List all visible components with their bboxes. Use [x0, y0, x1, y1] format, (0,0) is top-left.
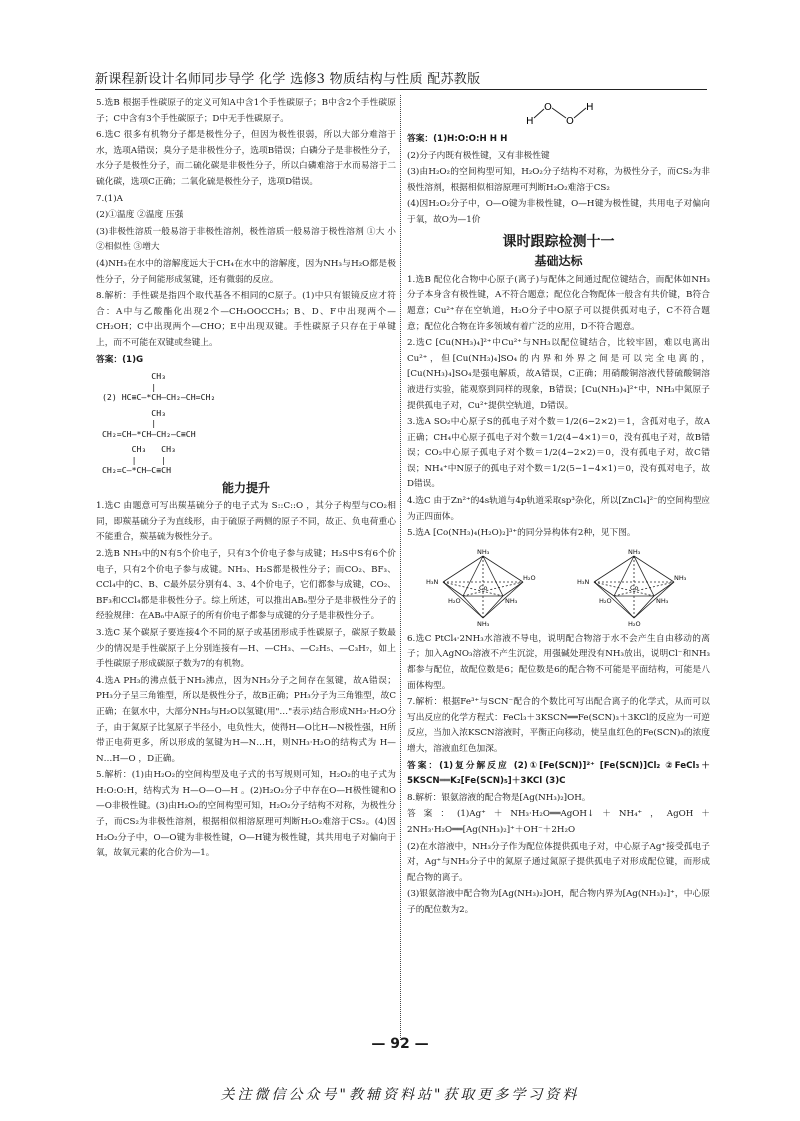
entry-b1: 1.选B 配位化合物中心原子(离子)与配体之间通过配位键结合，而配体如NH₃分子本身含有极性键，A不符合题意；配位化合物配体一般含有共价键，B符合题意；Cu²⁺存在空轨道，H₂O分子中O原子可以提供孤对电子，C不符合题意；配位化合物在许多领域有着广泛的应用，D不符合题意。	[407, 274, 710, 332]
svg-text:H: H	[525, 116, 534, 127]
svg-text:O: O	[543, 102, 552, 113]
entry-l8-analysis: 8.解析：手性碳是指四个取代基各不相同的C原子。(1)中只有银镜反应才符合：A中与乙酸酯化出现2个—CH₂OOCCH₃；B、D、F中出现两个—CH₂OH；C中出现两个—CHO；E中出现双键。手性碳原子只存在于单键上，而不可能在双键或叁键上。	[96, 291, 396, 348]
svg-text:Co: Co	[630, 583, 639, 592]
svg-text:H₃N: H₃N	[577, 577, 590, 586]
isomer-figure	[407, 546, 710, 626]
structure-formula-3: CH₃ CH₃ | | CH₂=C—*CH—C≡CH	[102, 444, 176, 476]
svg-text:NH₃: NH₃	[504, 596, 518, 605]
svg-text:NH₃: NH₃	[476, 547, 490, 556]
header-rule	[95, 89, 707, 90]
entry-b2: 2.选C [Cu(NH₃)₄]²⁺中Cu²⁺与NH₃以配位键结合，比较牢固，难以电离出Cu²⁺，但[Cu(NH₃)₄]SO₄的内界和外界之间是可以完全电离的，[Cu(NH₃)₄]SO₄是强电解质，故A错误，C正确；用硝酸铜溶液代替硫酸铜溶液进行实验，能观察到同样的现象，B错误；[Cu(NH₃)₄]²⁺中，NH₃中氮原子提供孤电子对，Cu²⁺提供空轨道，D错误。	[407, 338, 710, 411]
svg-text:O: O	[565, 116, 574, 127]
svg-text:NH₃: NH₃	[476, 619, 490, 626]
svg-text:H₃N: H₃N	[425, 577, 439, 586]
entry-l5: 5.选B 根据手性碳原子的定义可知A中含1个手性碳原子；B中含2个手性碳原子；C中含有3个手性碳原子；D中无手性碳原子。	[96, 98, 396, 124]
section-title-check: 课时跟踪检测十一	[502, 233, 615, 250]
entry-a4: 4.选A PH₃的沸点低于NH₃沸点，因为NH₃分子之间存在氢键，故A错误；PH₃分子呈三角锥型，所以是极性分子，故B正确；PH₃分子为三角锥型，故C正确；在氨水中，大部分NH₃与H₂O以氢键(用"…"表示)结合形成NH₃·H₂O分子，由于氮原子比氢原子半径小，电负性大，使得H—O比H—N极性强，H所带正电荷更多，所以形成的氢键为H—N…H，则NH₃·H₂O的结构式为 H—N…H—O ，D正确。	[96, 675, 396, 764]
entry-b3: 3.选A SO₂中心原子S的孤电子对个数＝1/2(6−2×2)＝1，含孤对电子，故A正确；CH₄中心原子孤电子对个数＝1/2(4−4×1)＝0，没有孤电子对，故B错误；CO₂中心原子孤电子对个数＝1/2(4−2×2)＝0，没有孤电子对，故C错误；NH₄⁺中N原子的孤电子对个数＝1/2(5−1−4×1)＝0，没有孤对电子，故D错误。	[407, 417, 710, 490]
svg-text:Co: Co	[478, 583, 488, 592]
structure-formula-1: CH₃ | (2) HC≡C—*CH—CH₂—CH=CH₂	[102, 371, 216, 403]
svg-text:H₂O: H₂O	[628, 619, 641, 626]
svg-text:H₂O: H₂O	[447, 596, 461, 605]
answer-intro: 答案：(1)H:O:O:H H H	[407, 134, 508, 144]
entry-l7-3: (3)非极性溶质一般易溶于非极性溶剂，极性溶质一般易溶于极性溶剂 ①大 小 ②相似性 ③增大	[96, 226, 396, 253]
entry-b5: 5.选A [Co(NH₃)₄(H₂O)₂]³⁺的同分异构体有2种，见下图。	[407, 528, 636, 539]
octahedron-isomer-1	[423, 546, 543, 626]
svg-text:NH₃: NH₃	[656, 596, 669, 605]
svg-text:H: H	[585, 102, 594, 113]
section-title-ability: 能力提升	[221, 480, 270, 495]
entry-b6: 6.选C PtCl₄·2NH₃水溶液不导电，说明配合物溶于水不会产生自由移动的离子；加入AgNO₃溶液不产生沉淀，用强碱处理没有NH₃放出，说明Cl⁻和NH₃都参与配位，故配位数是6；配位数是6的配合物不可能是平面结构，可能是八面体构型。	[407, 633, 710, 691]
h2o2-structure-diagram	[514, 98, 604, 128]
entry-a1: 1.选C 由题意可写出羰基硫分子的电子式为 S::C::O ，其分子构型与CO₂相同，即羰基硫分子为直线形，由于硫原子两侧的原子不同，故正、负电荷重心不能重合，羰基硫为极性分子。	[96, 501, 396, 543]
entry-l7-1: 7.(1)A	[96, 193, 123, 204]
entry-l7-4: (4)NH₃在水中的溶解度远大于CH₄在水中的溶解度，因为NH₃与H₂O都是极性分子，分子间能形成氢键，还有微弱的反应。	[96, 258, 396, 285]
entry-l6: 6.选C 很多有机物分子都是极性分子，但因为极性很弱，所以大部分难溶于水，选项A错误；臭分子是非极性分子，选项B错误；白磷分子是非极性分子，水分子是极性分子，而二硫化碳是非极性分子，所以白磷难溶于水而易溶于二硫化碳，选项C正确；二氧化硫是极性分子，选项D错误。	[96, 130, 396, 187]
subsection-title-basic: 基础达标	[534, 254, 583, 269]
right-column	[407, 96, 710, 1026]
answer-entry-4: (4)因H₂O₂分子中，O—O键为非极性键，O—H键为极性键，共用电子对偏向于氧，故O为—1价	[407, 199, 710, 225]
entry-b8-answer-3: (3)银氨溶液中配合物为[Ag(NH₃)₂]OH，配合物内界为[Ag(NH₃)₂]⁺，中心原子的配位数为2。	[407, 889, 710, 915]
svg-text:NH₃: NH₃	[628, 547, 641, 556]
entry-a2: 2.选B NH₃中的N有5个价电子，只有3个价电子参与成键；H₂S中S有6个价电子，只有2个价电子参与成键。NH₃、H₂S都是极性分子；而CO₂、BF₃、CCl₄中的C、B、C最外层分别有4、3、4个价电子，它们都参与成键，CO₂、BF₃和CCl₄都是非极性分子。综上所述，可以推出ABₙ型分子是非极性分子的经验规律：在ABₙ中A原子的所有价电子都参与成键的分子是非极性分子。	[96, 548, 396, 622]
entry-b7: 7.解析：根据Fe³⁺与SCN⁻配合的个数比可写出配合离子的化学式，从而可以写出反应的化学方程式：FeCl₃＋3KSCN══Fe(SCN)₃＋3KCl的反应为一可逆反应，当加入浓KSCN溶液时，平衡正向移动，使呈血红色的Fe(SCN)₃的浓度增大，溶液血红色加深。	[407, 697, 710, 754]
page-number: — 92 —	[371, 1036, 429, 1052]
entry-a3: 3.选C 某个碳原子要连接4个不同的原子或基团形成手性碳原子，碳原子数最少的情况是手性碳原子上分别连接有—H、—CH₃、—C₂H₅、—C₃H₇，如上手性碳原子形成碳原子数为7的有机物。	[96, 627, 396, 670]
svg-text:H₂O: H₂O	[599, 596, 612, 605]
entry-b4: 4.选C 由于Zn²⁺的4s轨道与4p轨道采取sp³杂化，所以[ZnCl₄]²⁻的空间构型应为正四面体。	[407, 496, 710, 522]
svg-text:NH₃: NH₃	[674, 573, 687, 582]
entry-b7-answer: 答案：(1)复分解反应 (2)①[Fe(SCN)]²⁺ [Fe(SCN)]Cl₂ ②FeCl₃＋5KSCN══K₂[Fe(SCN)₅]＋3KCl (3)C	[407, 760, 710, 787]
octahedron-isomer-2	[574, 546, 694, 626]
page-header: 新课程新设计名师同步导学 化学 选修3 物质结构与性质 配苏教版	[95, 72, 481, 87]
footer-watermark: 关注微信公众号"教辅资料站"获取更多学习资料	[220, 1087, 580, 1103]
entry-b8-answer-1: 答案：(1)Ag⁺＋NH₃·H₂O══AgOH↓＋NH₄⁺，AgOH＋2NH₃·H₂O══[Ag(NH₃)₂]⁺＋OH⁻＋2H₂O	[407, 809, 710, 835]
entry-l8-answer: 答案：(1)G	[96, 354, 144, 365]
entry-b8: 8.解析：银氨溶液的配合物是[Ag(NH₃)₂]OH。	[407, 792, 591, 803]
svg-text:H₂O: H₂O	[522, 573, 536, 582]
entry-b8-answer-2: (2)在水溶液中，NH₃分子作为配位体提供孤电子对，中心原子Ag⁺接受孤电子对，Ag⁺与NH₃分子中的氮原子通过氮原子提供孤电子对形成配位键，而形成配合物的离子。	[407, 841, 710, 883]
answer-entry-2: (2)分子内既有极性键，又有非极性键	[407, 150, 550, 161]
left-column	[96, 96, 396, 1026]
entry-l7-2: (2)①温度 ②温度 压强	[96, 210, 184, 221]
answer-entry-3: (3)由H₂O₂的空间构型可知，H₂O₂分子结构不对称，为极性分子，而CS₂为非极性溶剂，根据相似相溶原理可判断H₂O₂难溶于CS₂	[407, 167, 710, 193]
column-divider	[400, 95, 401, 1040]
entry-a5: 5.解析：(1)由H₂O₂的空间构型及电子式的书写规则可知，H₂O₂的电子式为H:O:O:H，结构式为 H—O—O—H 。(2)H₂O₂分子中存在O—H极性键和O—O非极性键。(3)由H₂O₂的空间构型可知，H₂O₂分子结构不对称，为极性分子，而CS₂为非极性溶剂，根据相似相溶原理可判断H₂O₂难溶于CS₂。(4)因H₂O₂分子中，O—O键为非极性键，O—H键为极性键，其共用电子对偏向于氧，故氧元素的化合价为—1。	[96, 770, 396, 859]
structure-formula-2: CH₃ | CH₂=CH—*CH—CH₂—C≡CH	[102, 407, 196, 439]
